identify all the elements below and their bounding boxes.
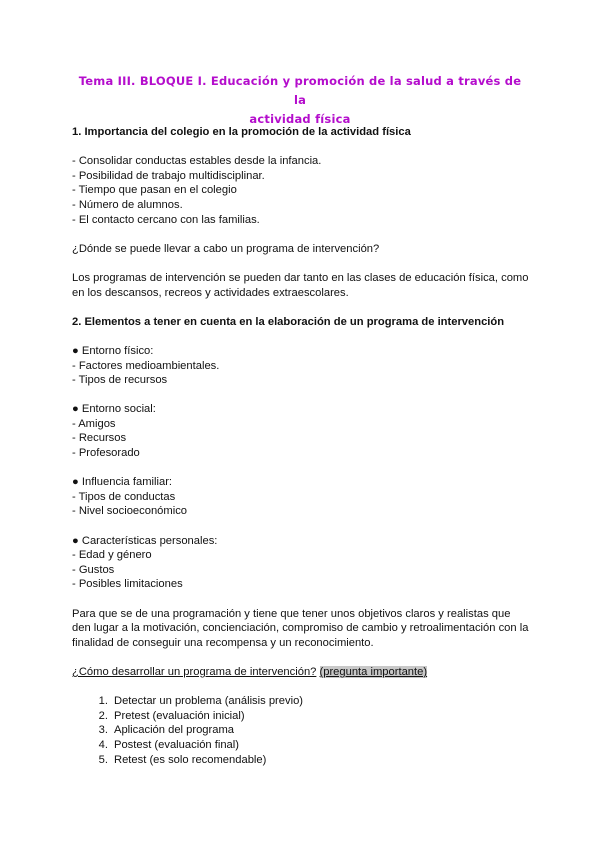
group-title-physical: ● Entorno físico: <box>72 344 154 357</box>
section-2-heading: 2. Elementos a tener en cuenta en la elaboración de un programa de intervención <box>72 315 505 328</box>
section-1-item: - El contacto cercano con las familias. <box>72 213 260 226</box>
title-line-2: actividad física <box>249 112 351 126</box>
section-1-item: - Consolidar conductas estables desde la infancia. <box>72 155 322 168</box>
group-item: - Amigos <box>72 417 116 430</box>
group-item: - Posibles limitaciones <box>72 578 183 591</box>
group-item: - Recursos <box>72 432 127 445</box>
group-item: - Nivel socioeconómico <box>72 505 188 518</box>
program-paragraph-line-2: den lugar a la motivación, concienciación, compromiso de cambio y retroalimentación con la <box>72 622 529 635</box>
program-paragraph-line-3: finalidad de conseguir una recompensa y un reconocimiento. <box>72 636 374 649</box>
group-item: - Tipos de conductas <box>72 490 176 503</box>
group-title-personal: ● Características personales: <box>72 534 218 547</box>
group-title-social: ● Entorno social: <box>72 403 156 416</box>
group-item: - Edad y género <box>72 549 152 562</box>
list-item: 5. Retest (es solo recomendable) <box>98 753 267 766</box>
document-body <box>72 125 532 767</box>
document-title <box>72 72 528 129</box>
group-item: - Gustos <box>72 563 115 576</box>
where-answer-line-2: en los descansos, recreos y actividades extraescolares. <box>72 286 349 299</box>
list-item: 3. Aplicación del programa <box>98 724 235 737</box>
section-1-item: - Tiempo que pasan en el colegio <box>72 184 237 197</box>
important-note: (pregunta importante) <box>319 665 428 678</box>
steps-list <box>72 694 532 767</box>
group-item: - Tipos de recursos <box>72 374 168 387</box>
title-line-1: Tema III. BLOQUE I. Educación y promoción de la salud a través de la <box>78 74 522 107</box>
group-item: - Factores medioambientales. <box>72 359 220 372</box>
where-question: ¿Dónde se puede llevar a cabo un programa de intervención? <box>72 242 380 255</box>
section-1-item: - Número de alumnos. <box>72 198 183 211</box>
section-1-item: - Posibilidad de trabajo multidisciplinar. <box>72 169 265 182</box>
how-question: ¿Cómo desarrollar un programa de intervención? <box>72 665 317 678</box>
list-item: 2. Pretest (evaluación inicial) <box>98 709 245 722</box>
program-paragraph-line-1: Para que se de una programación y tiene que tener unos objetivos claros y realistas que <box>72 607 511 620</box>
section-1-heading: 1. Importancia del colegio en la promoción de la actividad física <box>72 126 411 138</box>
list-item: 4. Postest (evaluación final) <box>98 738 239 751</box>
where-answer-line-1: Los programas de intervención se pueden dar tanto en las clases de educación física, como <box>72 271 529 284</box>
group-title-family: ● Influencia familiar: <box>72 476 173 489</box>
how-question-line <box>72 665 532 680</box>
group-item: - Profesorado <box>72 447 140 460</box>
list-item: 1. Detectar un problema (análisis previo) <box>98 695 304 708</box>
